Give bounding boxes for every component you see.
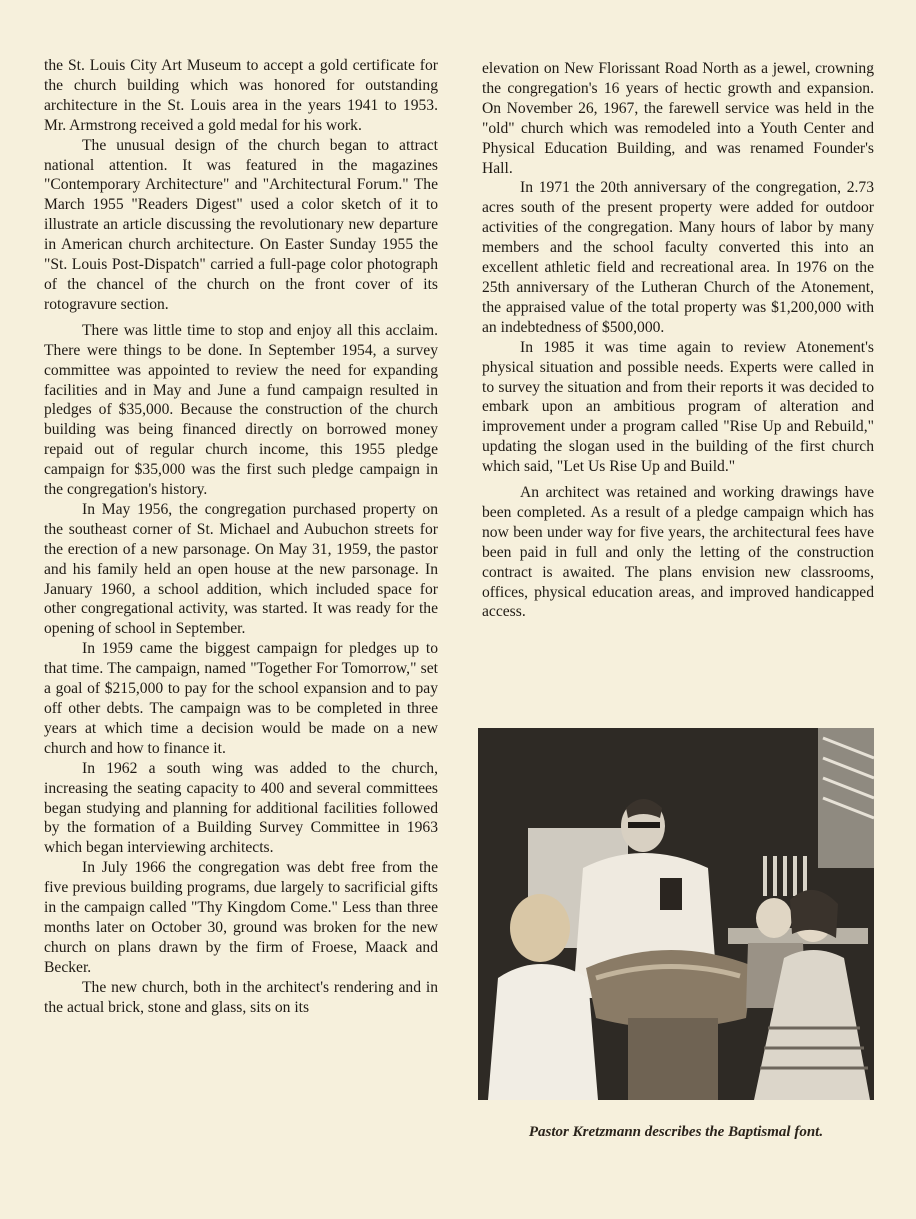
paragraph: There was little time to stop and enjoy all this acclaim. There were things to be done. In September 1954, a survey committee was appointed to review the need for expanding facilities and in May and June a fund campaign resulted in pledges of $35,000. Because the construction of the church building was being financed directly on borrowed money repaid out of regular church income, this 1955 pledge campaign for $35,000 was the first such pledge campaign in the congregation's history. xyxy=(44,321,438,499)
paragraph: In 1971 the 20th anniversary of the congregation, 2.73 acres south of the present property were added for outdoor activities of the congregation. Many hours of labor by many members and the school faculty converted this into an excellent athletic field and recreational area. In 1976 on the 25th anniversary of the Lutheran Church of the Atonement, the appraised value of the total property was $1,200,000 with an indebtedness of $500,000. xyxy=(482,179,874,336)
right-text-column xyxy=(482,59,874,622)
paragraph: In 1962 a south wing was added to the church, increasing the seating capacity to 400 and several committees began studying and planning for additional facilities followed by the formation of a Building Survey Committee in 1963 which began interviewing architects. xyxy=(44,759,438,857)
paragraph: In May 1956, the congregation purchased property on the southeast corner of St. Michael and Aubuchon streets for the erection of a new parsonage. On May 31, 1959, the pastor and his family held an open house at the new parsonage. In January 1960, a school addition, which included space for other congregational activity, was started. It was ready for the opening of school in September. xyxy=(44,500,438,638)
paragraph: In July 1966 the congregation was debt free from the five previous building programs, due largely to sacrificial gifts in the campaign called "Thy Kingdom Come." Less than three months later on October 30, ground was broken for the new church on plans drawn by the firm of Froese, Maack and Becker. xyxy=(44,859,438,976)
paragraph: The unusual design of the church began to attract national attention. It was featured in the magazines "Contemporary Architecture" and "Architectural Forum." The March 1955 "Readers Digest" used a color sketch of it to illustrate an article discussing the revolutionary new departure in American church architecture. On Easter Sunday 1955 the "St. Louis Post-Dispatch" carried a full-page color photograph of the chancel of the church on the front cover of its rotogravure section. xyxy=(44,136,438,313)
paragraph: the St. Louis City Art Museum to accept a gold certificate for the church building which was honored for outstanding architecture in the St. Louis area in the years 1941 to 1953. Mr. Armstrong received a gold medal for his work. xyxy=(44,57,438,134)
paragraph: The new church, both in the architect's rendering and in the actual brick, stone and glass, sits on its xyxy=(44,978,438,1016)
paragraph: elevation on New Florissant Road North as a jewel, crowning the congregation's 16 years of hectic growth and expansion. On November 26, 1967, the farewell service was held in the "old" church which was remodeled into a Youth Center and Physical Education Building, and was renamed Founder's Hall. xyxy=(482,60,874,177)
photo-caption: Pastor Kretzmann describes the Baptismal font. xyxy=(528,1124,824,1140)
left-text-column xyxy=(44,56,438,1018)
baptismal-font-photo xyxy=(478,728,874,1100)
paragraph: In 1985 it was time again to review Atonement's physical situation and possible needs. Experts were called in to survey the situation and from their reports it was decided to embark upon an ambitious program of alteration and improvement under a program called "Rise Up and Rebuild," updating the slogan used in the building of the first church which said, "Let Us Rise Up and Build." xyxy=(482,338,874,476)
photo-illustration xyxy=(478,728,874,1100)
paragraph: In 1959 came the biggest campaign for pledges up to that time. The campaign, named "Together For Tomorrow," set a goal of $215,000 to pay for the school expansion and to pay off other debts. The campaign was to be completed in three years at which time a decision would be made on a new church and how to finance it. xyxy=(44,640,438,757)
paragraph: An architect was retained and working drawings have been completed. As a result of a pledge campaign which has now been under way for five years, the architectural fees have been paid in full and only the letting of the construction contract is awaited. The plans envision new classrooms, offices, physical education areas, and improved handicapped access. xyxy=(482,484,874,621)
book xyxy=(660,878,682,910)
